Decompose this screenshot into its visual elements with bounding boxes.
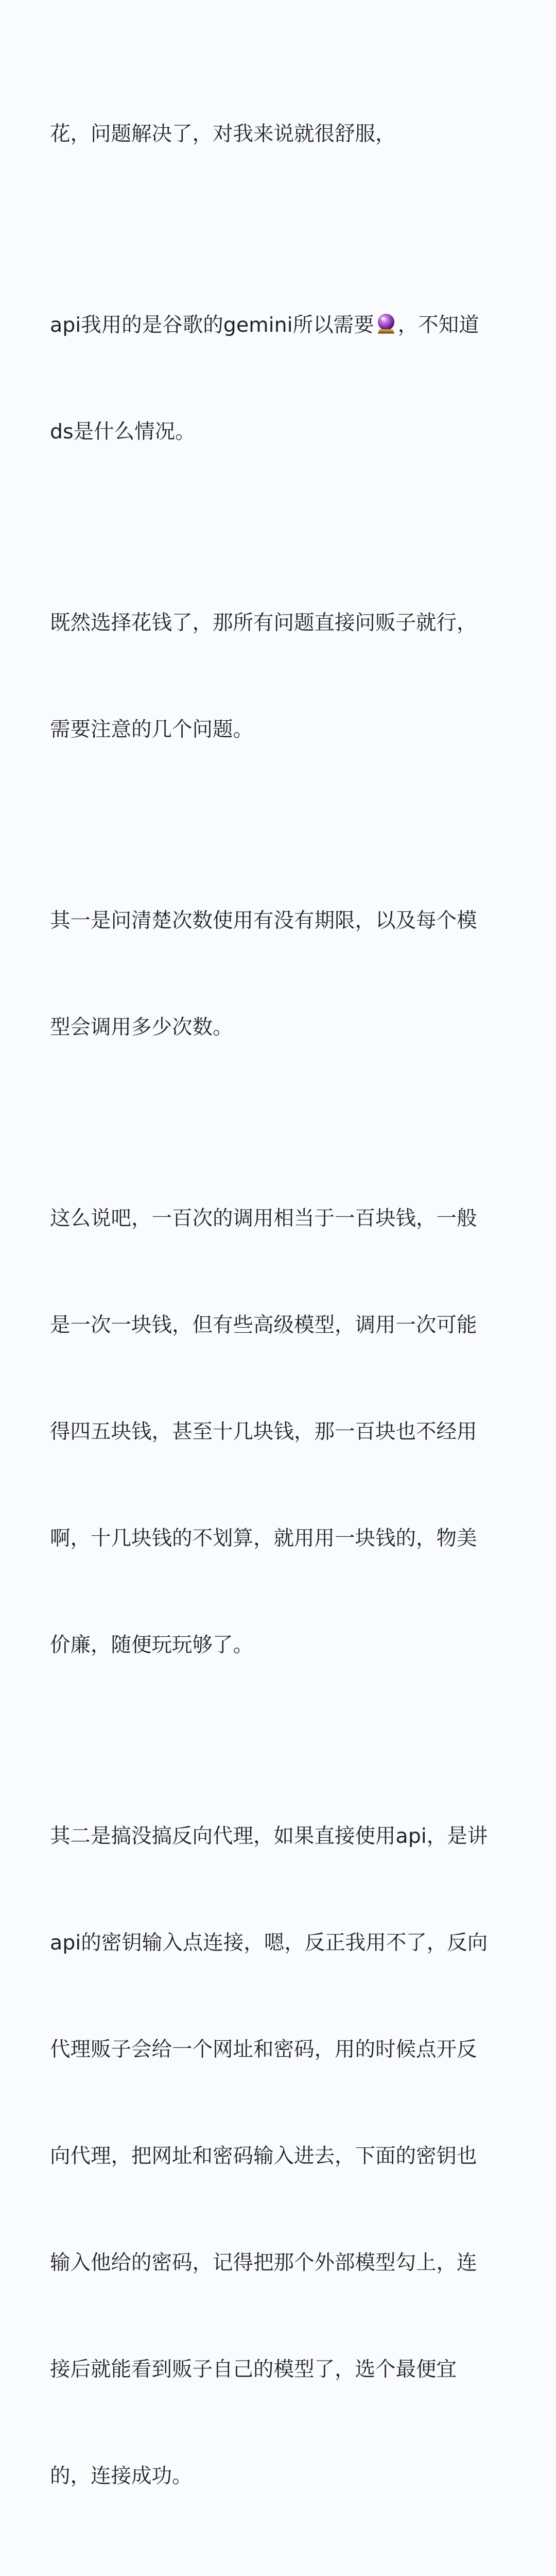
text-line: ds是什么情况。 xyxy=(50,420,196,444)
text-line: 接后就能看到贩子自己的模型了，选个最便宜 xyxy=(50,2358,457,2381)
text-line: 代理贩子会给一个网址和密码，用的时候点开反 xyxy=(50,2038,477,2061)
text-segment: ，不知道 xyxy=(397,313,479,337)
text-line: 价廉，随便玩玩够了。 xyxy=(50,1633,253,1657)
paragraph-5 xyxy=(50,1130,511,1734)
text-line: 其二是搞没搞反向代理，如果直接使用api，是讲 xyxy=(50,1824,488,1848)
text-line: 是一次一块钱，但有些高级模型，调用一次可能 xyxy=(50,1313,477,1337)
paragraph-3 xyxy=(50,534,511,819)
text-line: 的，连接成功。 xyxy=(50,2464,193,2488)
article-body xyxy=(50,45,511,2576)
text-line: 向代理，把网址和密码输入进去，下面的密钥也 xyxy=(50,2144,477,2168)
text-line: 既然选择花钱了，那所有问题直接问贩子就行， xyxy=(50,611,477,635)
text-line: 需要注意的几个问题。 xyxy=(50,718,253,741)
paragraph-2 xyxy=(50,236,511,521)
text-line xyxy=(50,308,511,343)
text-line: 这么说吧，一百次的调用相当于一百块钱，一般 xyxy=(50,1207,477,1230)
text-line: 型会调用多少次数。 xyxy=(50,1015,233,1039)
text-line: 其一是问清楚次数使用有没有期限，以及每个模 xyxy=(50,909,477,933)
text-line: 花，问题解决了，对我来说就很舒服， xyxy=(50,122,396,146)
text-line: 输入他给的密码，记得把那个外部模型勾上，连 xyxy=(50,2251,477,2275)
paragraph-4 xyxy=(50,832,511,1116)
paragraph-1 xyxy=(50,45,511,223)
paragraph-6 xyxy=(50,1748,511,2565)
crystal-ball-icon xyxy=(375,312,397,335)
text-line: api的密钥输入点连接，嗯，反正我用不了，反向 xyxy=(50,1931,488,1955)
text-line: 得四五块钱，甚至十几块钱，那一百块也不经用 xyxy=(50,1420,477,1444)
text-segment: api我用的是谷歌的gemini所以需要 xyxy=(50,313,374,337)
text-line: 啊，十几块钱的不划算，就用用一块钱的，物美 xyxy=(50,1527,477,1550)
